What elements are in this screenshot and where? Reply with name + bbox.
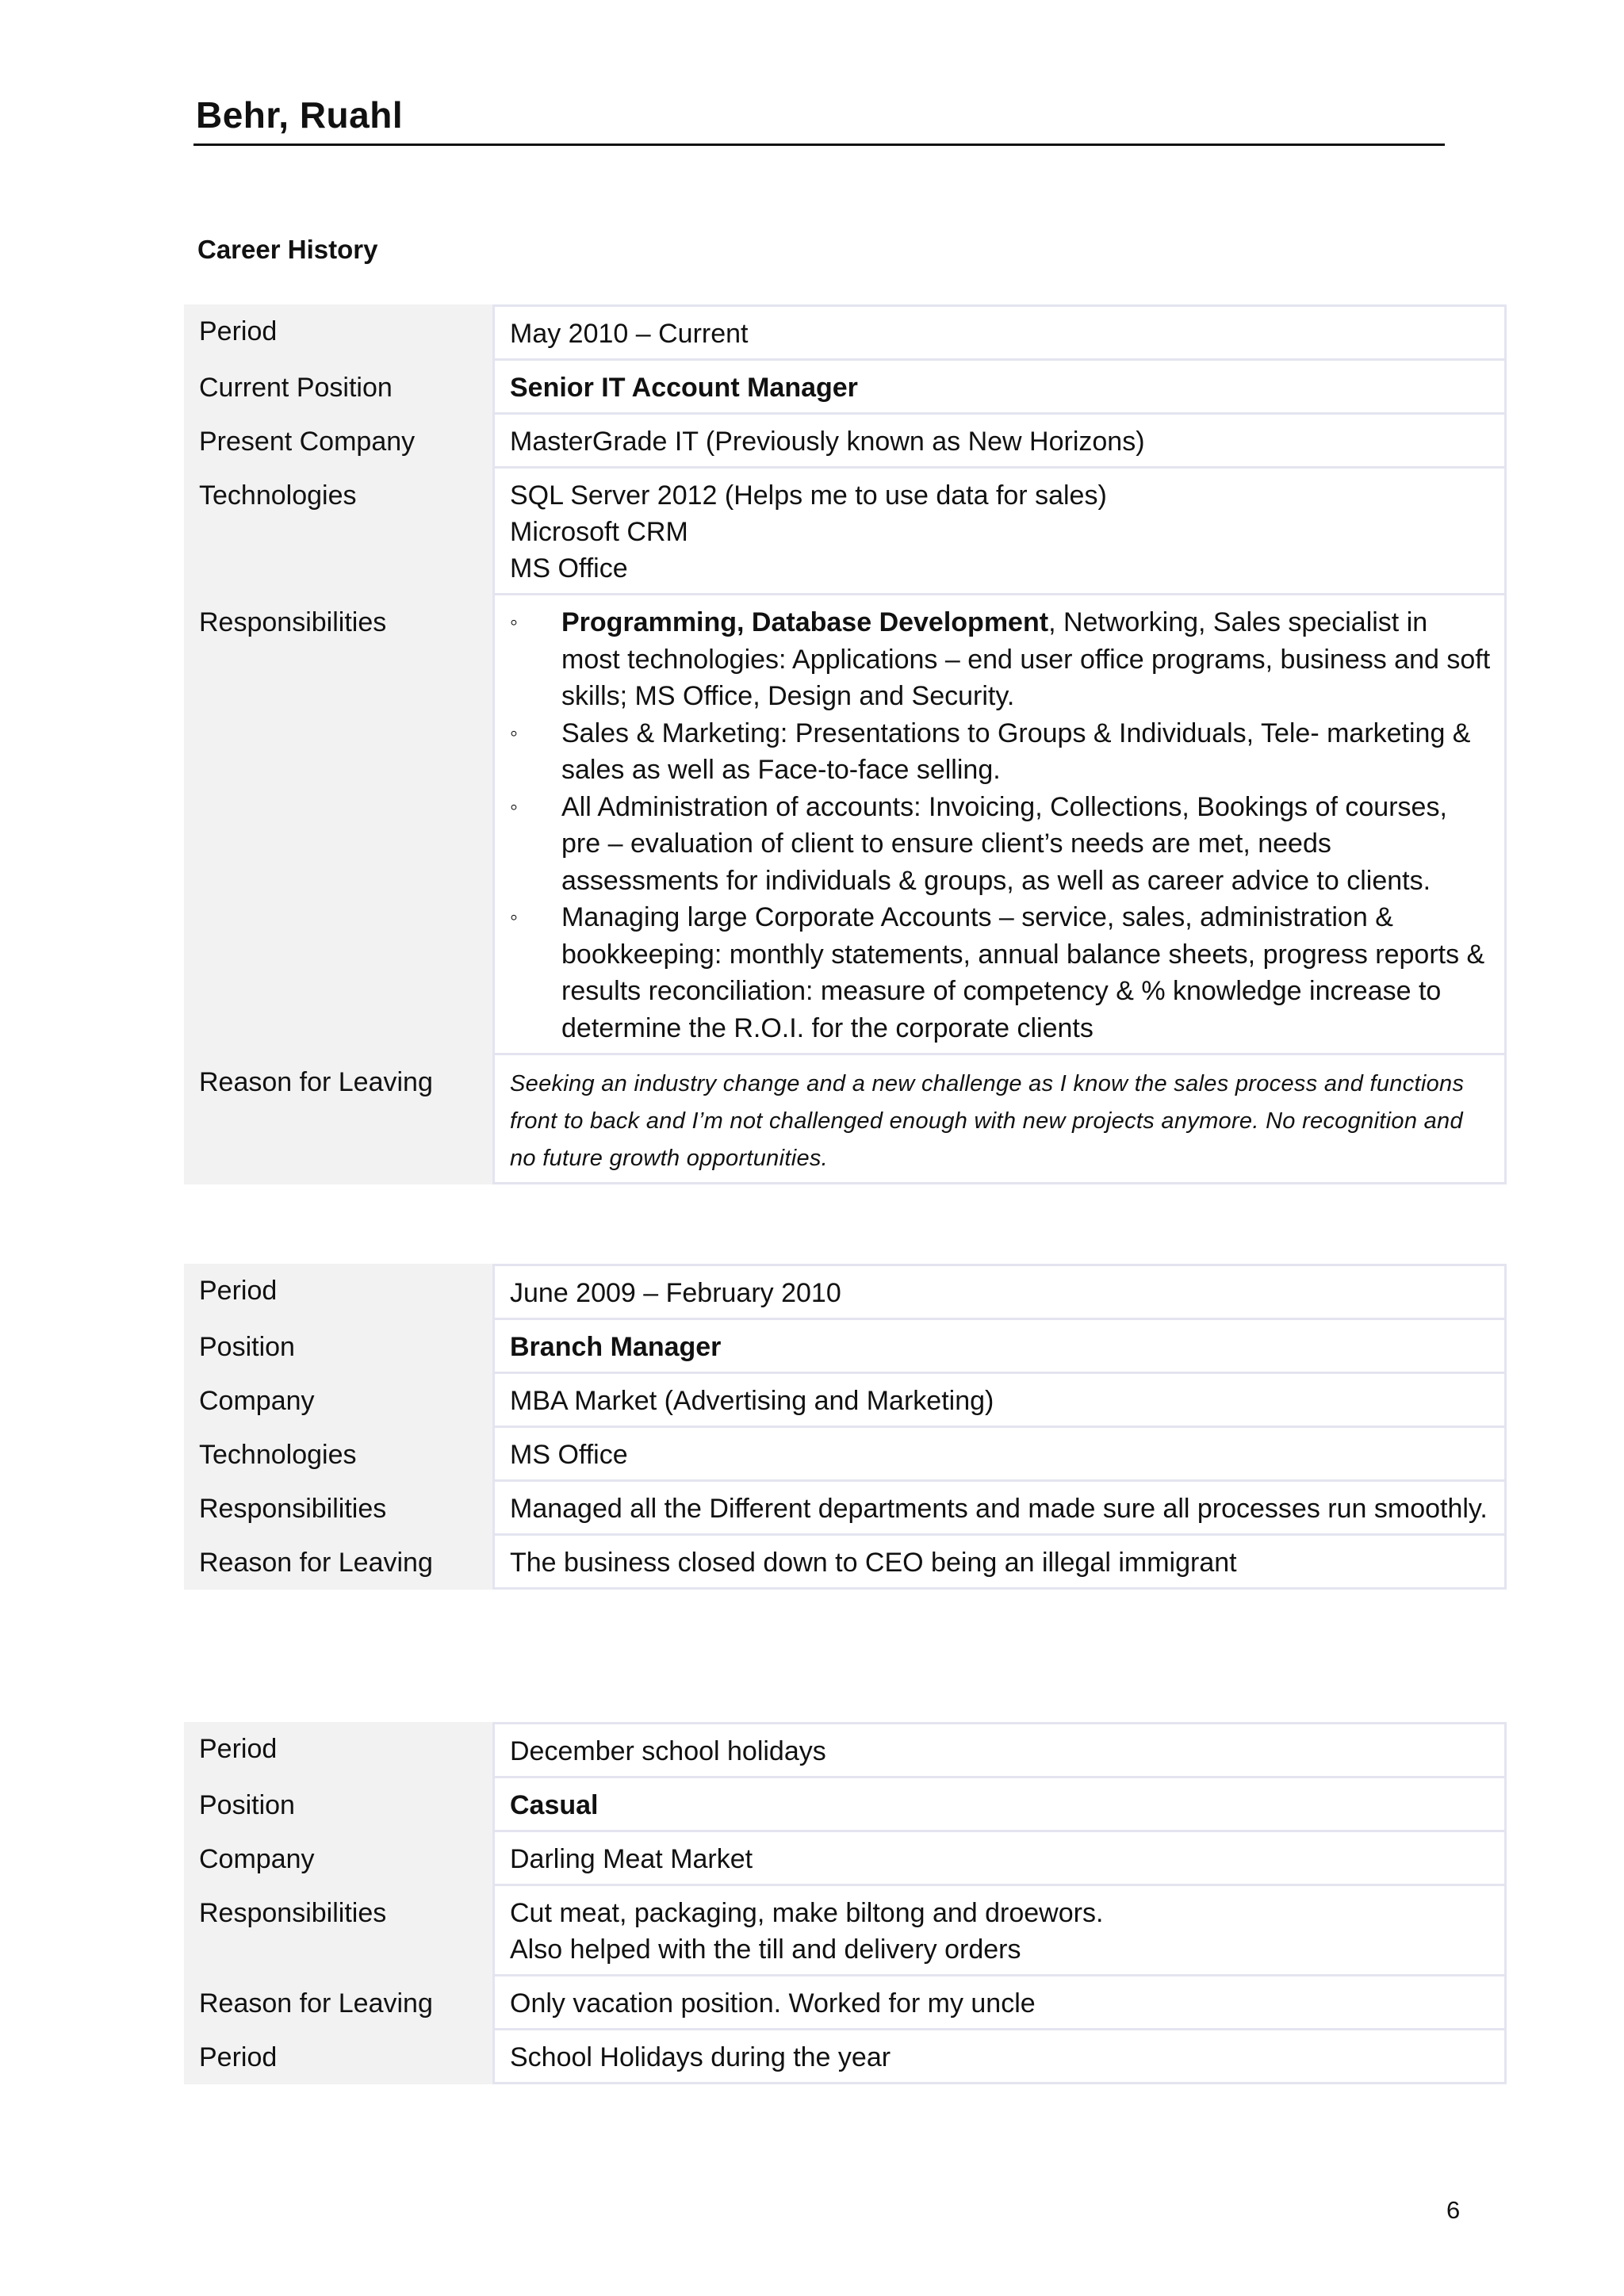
table-row bbox=[184, 1976, 1507, 2030]
company-label: Company bbox=[184, 1374, 492, 1428]
responsibilities-list bbox=[510, 604, 1493, 1047]
period-value: June 2009 – February 2010 bbox=[492, 1264, 1507, 1320]
responsibility-bold-text: Programming, Database Development bbox=[561, 607, 1049, 637]
list-item bbox=[510, 604, 1493, 715]
responsibility-text: Sales & Marketing: Presentations to Groups & Individuals, Tele- marketing & sales as well as Face-to-face selling. bbox=[561, 718, 1471, 785]
reason-label: Reason for Leaving bbox=[184, 1055, 492, 1184]
reason-label: Reason for Leaving bbox=[184, 1536, 492, 1590]
table-row bbox=[184, 469, 1507, 595]
responsibilities-value bbox=[492, 595, 1507, 1055]
period-label: Period bbox=[184, 2030, 492, 2084]
page-title: Behr, Ruahl bbox=[196, 94, 404, 136]
job-table-3 bbox=[184, 1722, 1507, 2084]
responsibility-text: , Networking, Sales specialist in most technologies: Applications – end user office programs, business and soft skills; MS Office, Design and Security. bbox=[561, 607, 1491, 711]
list-item bbox=[510, 789, 1493, 900]
responsibility-text: All Administration of accounts: Invoicing, Collections, Bookings of courses, pre – evaluation of client to ensure client’s needs are met, needs assessments for individuals & groups, as well as career advice to clients. bbox=[561, 791, 1447, 896]
responsibility-line: Cut meat, packaging, make biltong and droewors. bbox=[510, 1898, 1104, 1928]
period-label: Period bbox=[184, 1264, 492, 1320]
table-row bbox=[184, 1722, 1507, 1778]
responsibility-line: Also helped with the till and delivery orders bbox=[510, 1934, 1021, 1965]
technologies-label: Technologies bbox=[184, 1428, 492, 1482]
period-value: December school holidays bbox=[492, 1722, 1507, 1778]
table-row bbox=[184, 595, 1507, 1055]
responsibilities-label: Responsibilities bbox=[184, 1886, 492, 1976]
page-number: 6 bbox=[1446, 2196, 1461, 2224]
table-row bbox=[184, 1428, 1507, 1482]
table-row bbox=[184, 1320, 1507, 1374]
reason-value: The business closed down to CEO being an illegal immigrant bbox=[492, 1536, 1507, 1590]
company-value: MasterGrade IT (Previously known as New Horizons) bbox=[492, 415, 1507, 469]
position-label: Position bbox=[184, 1778, 492, 1832]
period-value: May 2010 – Current bbox=[492, 304, 1507, 361]
table-row bbox=[184, 1778, 1507, 1832]
technology-item: MS Office bbox=[510, 553, 628, 584]
technology-item: SQL Server 2012 (Helps me to use data for sales) bbox=[510, 480, 1107, 511]
title-divider bbox=[193, 144, 1445, 146]
period-label: Period bbox=[184, 304, 492, 361]
position-label: Current Position bbox=[184, 361, 492, 415]
position-value: Branch Manager bbox=[492, 1320, 1507, 1374]
section-heading: Career History bbox=[197, 235, 378, 264]
responsibilities-value bbox=[492, 1886, 1507, 1976]
bullet-icon: ◦ bbox=[510, 610, 518, 634]
table-row bbox=[184, 1832, 1507, 1886]
list-item bbox=[510, 715, 1493, 789]
period-label: Period bbox=[184, 1722, 492, 1778]
technologies-value: MS Office bbox=[492, 1428, 1507, 1482]
company-value: Darling Meat Market bbox=[492, 1832, 1507, 1886]
table-row bbox=[184, 415, 1507, 469]
bullet-icon: ◦ bbox=[510, 905, 518, 929]
responsibilities-label: Responsibilities bbox=[184, 1482, 492, 1536]
company-value: MBA Market (Advertising and Marketing) bbox=[492, 1374, 1507, 1428]
position-value: Casual bbox=[492, 1778, 1507, 1832]
company-label: Present Company bbox=[184, 415, 492, 469]
table-row bbox=[184, 1886, 1507, 1976]
table-row bbox=[184, 1055, 1507, 1184]
responsibility-text: Managing large Corporate Accounts – service, sales, administration & bookkeeping: monthly statements, annual balance sheets, progress reports & results reconciliation: measure of competency & % knowledge increase to determine the R.O.I. for the corporate clients bbox=[561, 902, 1485, 1043]
period-value: School Holidays during the year bbox=[492, 2030, 1507, 2084]
position-value: Senior IT Account Manager bbox=[492, 361, 1507, 415]
table-row bbox=[184, 361, 1507, 415]
bullet-icon: ◦ bbox=[510, 794, 518, 819]
table-row bbox=[184, 1264, 1507, 1320]
technology-item: Microsoft CRM bbox=[510, 517, 688, 547]
table-row bbox=[184, 1536, 1507, 1590]
position-label: Position bbox=[184, 1320, 492, 1374]
reason-value: Only vacation position. Worked for my uncle bbox=[492, 1976, 1507, 2030]
reason-text: Seeking an industry change and a new challenge as I know the sales process and functions front to back and I’m not challenged enough with new projects anymore. No recognition and no future growth opportunities. bbox=[510, 1071, 1465, 1171]
table-row bbox=[184, 1374, 1507, 1428]
job-table-1 bbox=[184, 304, 1507, 1184]
technologies-label: Technologies bbox=[184, 469, 492, 595]
job-table-2 bbox=[184, 1264, 1507, 1590]
table-row bbox=[184, 1482, 1507, 1536]
reason-value bbox=[492, 1055, 1507, 1184]
responsibilities-label: Responsibilities bbox=[184, 595, 492, 1055]
technologies-value bbox=[492, 469, 1507, 595]
responsibilities-value: Managed all the Different departments and made sure all processes run smoothly. bbox=[492, 1482, 1507, 1536]
list-item bbox=[510, 899, 1493, 1047]
company-label: Company bbox=[184, 1832, 492, 1886]
table-row bbox=[184, 2030, 1507, 2084]
table-row bbox=[184, 304, 1507, 361]
reason-label: Reason for Leaving bbox=[184, 1976, 492, 2030]
bullet-icon: ◦ bbox=[510, 720, 518, 745]
